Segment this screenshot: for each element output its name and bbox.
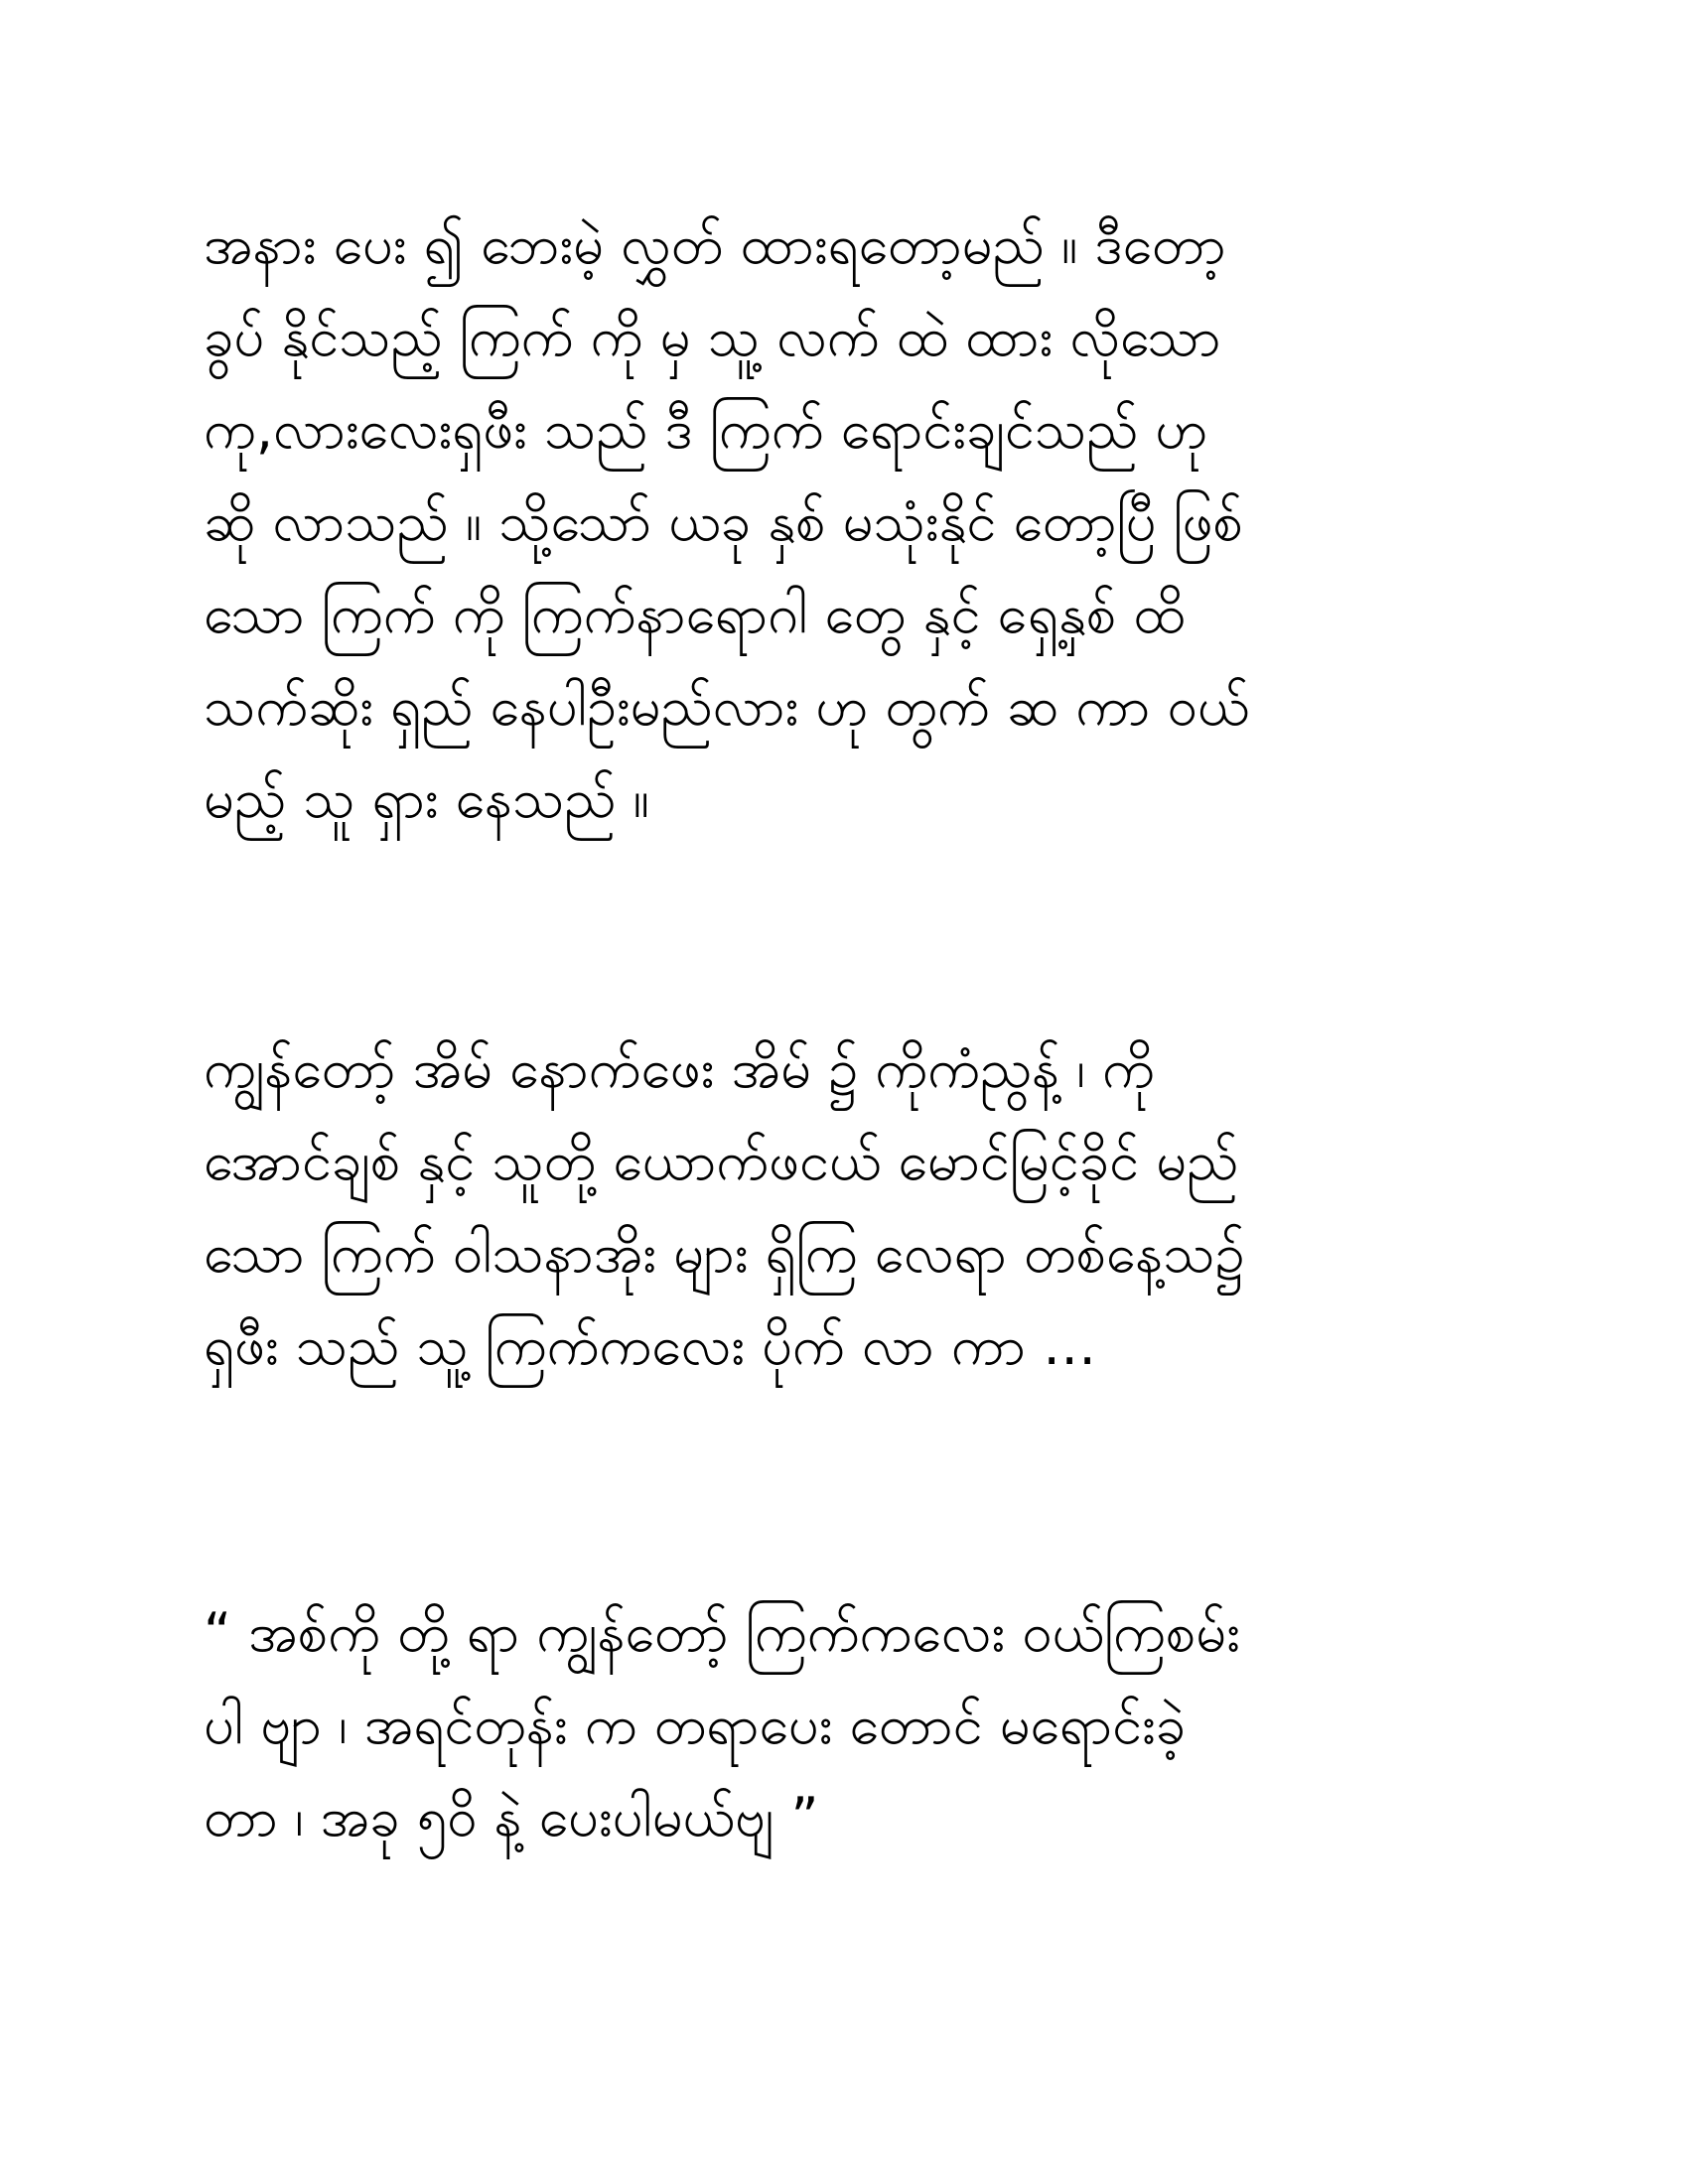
text-line: ကု,လားလေးရှဖီး သည် ဒီ ကြက် ရောင်းချင်သည် ဟု (204, 398, 1208, 461)
paragraph-1 (204, 199, 1494, 845)
text-line: သော ကြက် ကို ကြက်နာရောဂါ တွေ နှင့် ရှေ့နှစ် ထိ (204, 583, 1186, 645)
paragraph-3-dialogue (204, 1586, 1494, 1863)
text-line: ပါ ဗျာ ၊ အရင်တုန်း က တရာပေး တောင် မရောင်းခဲ့ (204, 1694, 1187, 1756)
text-line: သော ကြက် ဝါသနာအိုး များ ရှိကြ လေရာ တစ်နေ့သ၌ (204, 1222, 1245, 1285)
text-line: ဆို လာသည် ။ သို့သော် ယခု နှစ် မသုံးနိုင် တော့ပြီ ဖြစ် (204, 490, 1243, 553)
text-line: အောင်ချစ် နှင့် သူတို့ ယောက်ဖငယ် မောင်မြင့်ခိုင် မည် (204, 1130, 1239, 1192)
text-line: ရှဖီး သည် သူ့ ကြက်ကလေး ပိုက် လာ ကာ … (204, 1314, 1097, 1377)
text-line: ခွပ် နိုင်သည့် ကြက် ကို မှ သူ့ လက် ထဲ ထား လိုသော (204, 306, 1221, 368)
paragraph-2 (204, 1023, 1494, 1392)
text-line: အနား ပေး ၍ ဘေးမဲ့ လွှတ် ထားရတော့မည် ။ ဒီတော့ (204, 213, 1226, 276)
text-line: သက်ဆိုး ရှည် နေပါဦးမည်လား ဟု တွက် ဆ ကာ ဝယ် (204, 675, 1250, 738)
text-line: “ အစ်ကို တို့ ရာ ကျွန်တော့် ကြက်ကလေး ဝယ်ကြစမ်း (204, 1601, 1240, 1664)
text-line: တာ ၊ အခု ၅ဝိ နဲ့ ပေးပါမယ်ဗျ ” (204, 1786, 819, 1848)
text-line: ကျွန်တော့် အိမ် နောက်ဖေး အိမ် ၌ ကိုကံညွန့် ၊ ကို (204, 1037, 1155, 1100)
text-line: မည့် သူ ရှား နေသည် ။ (204, 767, 649, 830)
